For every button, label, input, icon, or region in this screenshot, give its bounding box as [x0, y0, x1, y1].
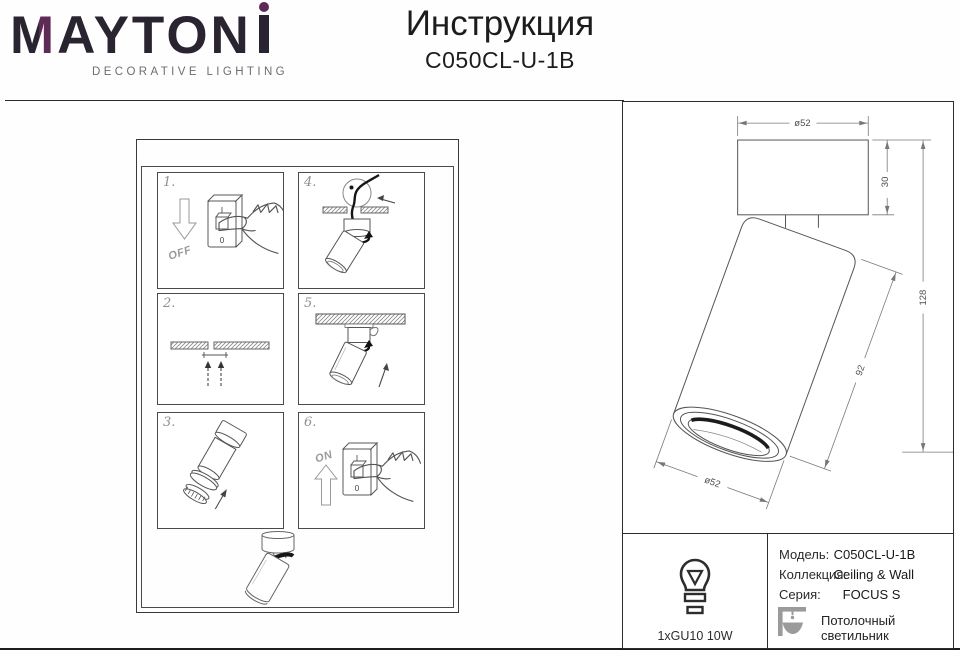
model-number: C050CL-U-1B	[425, 47, 575, 73]
bulb-cell	[623, 534, 767, 648]
cylinder-body	[654, 214, 904, 525]
arrow-down-icon	[173, 199, 196, 239]
spec-row-collection	[779, 567, 952, 582]
bulb-base-lower	[688, 607, 703, 613]
spec-value-model: C050CL-U-1B	[833, 547, 916, 562]
product-thumbnail	[243, 526, 313, 606]
ceiling-hatch-left	[323, 207, 347, 213]
up-arrowhead-right	[218, 361, 224, 368]
insert-arrowhead	[220, 488, 229, 498]
brand-wordmark	[10, 6, 296, 65]
ceiling-lamp-icon	[776, 605, 810, 637]
step-5-attach-to-ceiling	[298, 293, 425, 405]
brand-letter-i	[259, 15, 269, 53]
switch-off-mark: 0	[219, 236, 225, 245]
wall-switch-icon	[343, 443, 377, 495]
on-label: ON	[313, 448, 335, 466]
step-1-illustration	[158, 173, 283, 288]
spec-row-series	[779, 587, 952, 602]
mounting-base	[738, 140, 869, 215]
spec-label-collection: Коллекция:	[779, 567, 847, 582]
dimension-drawing	[623, 102, 953, 533]
spec-label-series: Серия:	[779, 587, 821, 602]
step-1-power-off	[157, 172, 284, 289]
brand-letter-m: M	[10, 6, 58, 65]
dim-total-height: 128	[918, 289, 930, 306]
dim-base-height: 30	[880, 176, 892, 188]
step-4-illustration	[299, 173, 424, 288]
up-arrowhead-left	[205, 361, 211, 368]
canopy-flange	[345, 324, 373, 328]
step-5-illustration	[299, 294, 424, 404]
dim-body-diameter: ø52	[702, 474, 722, 491]
switch-off-mark: 0	[354, 484, 360, 493]
bulb-caption: 1xGU10 10W	[657, 629, 733, 643]
lamp-figure	[654, 140, 904, 525]
step-6-illustration	[299, 413, 424, 528]
thumb-body	[243, 552, 290, 606]
wire-junction-dot	[350, 186, 354, 190]
step-4-wire-connection	[298, 172, 425, 289]
spec-label-model: Модель:	[779, 547, 830, 562]
push-arrow-line	[379, 367, 386, 387]
spot-body	[328, 342, 367, 388]
thumb-cup-top	[262, 532, 294, 539]
spec-row-type	[779, 607, 952, 643]
bulb-icon	[673, 550, 717, 622]
spotlight-with-bulb	[180, 419, 258, 513]
step-2-illustration	[158, 294, 283, 404]
off-label: OFF	[166, 244, 194, 263]
step-2-mark-ceiling	[157, 293, 284, 405]
ceiling-hatch-left	[171, 342, 208, 349]
switch-on-mark: I	[220, 206, 224, 215]
page-title: Инструкция	[405, 4, 595, 43]
ceiling-hatch	[316, 314, 405, 324]
ceiling-hatch-right	[361, 207, 388, 213]
step-3-illustration	[158, 413, 283, 528]
bulb-triangle	[688, 571, 702, 584]
step-number: 6.	[304, 415, 317, 430]
step-number: 5.	[304, 296, 317, 311]
pivot-neck	[786, 215, 819, 228]
step-6-power-on	[298, 412, 425, 529]
step-number: 2.	[163, 296, 176, 311]
top-rule	[5, 100, 624, 101]
spec-row-model	[779, 547, 952, 562]
spec-list	[768, 534, 952, 648]
brand-tagline: DECORATIVE LIGHTING	[91, 66, 288, 78]
spec-value-collection: Ceiling & Wall	[833, 567, 915, 582]
brand-letters: AYTON	[57, 6, 252, 65]
maytoni-logo	[10, 6, 296, 88]
switch-on-mark: I	[355, 454, 359, 463]
brand-i-dot	[259, 2, 269, 12]
step-3-insert-lamp	[157, 412, 284, 529]
title-block	[320, 4, 680, 74]
step-number: 1.	[163, 175, 176, 190]
mounting-cup	[348, 328, 370, 343]
step-number: 3.	[163, 415, 176, 430]
spec-type-text: Потолочный светильник	[821, 613, 896, 643]
ceiling-hatch-right	[214, 342, 269, 349]
pointer-arrowhead	[377, 195, 384, 201]
gap-bracket	[202, 352, 228, 358]
bulb-base-upper	[685, 594, 705, 601]
wall-switch-icon	[208, 195, 242, 247]
technical-panel	[622, 101, 954, 649]
step-number: 4.	[304, 175, 317, 190]
spec-value-series: FOCUS S	[842, 587, 901, 602]
dim-body-length: 92	[853, 363, 868, 378]
spot-body	[324, 230, 364, 275]
twist-hook	[370, 327, 378, 335]
arrow-up-icon	[315, 465, 337, 505]
push-arrowhead	[383, 363, 389, 371]
dim-head-diameter: ø52	[794, 118, 811, 130]
